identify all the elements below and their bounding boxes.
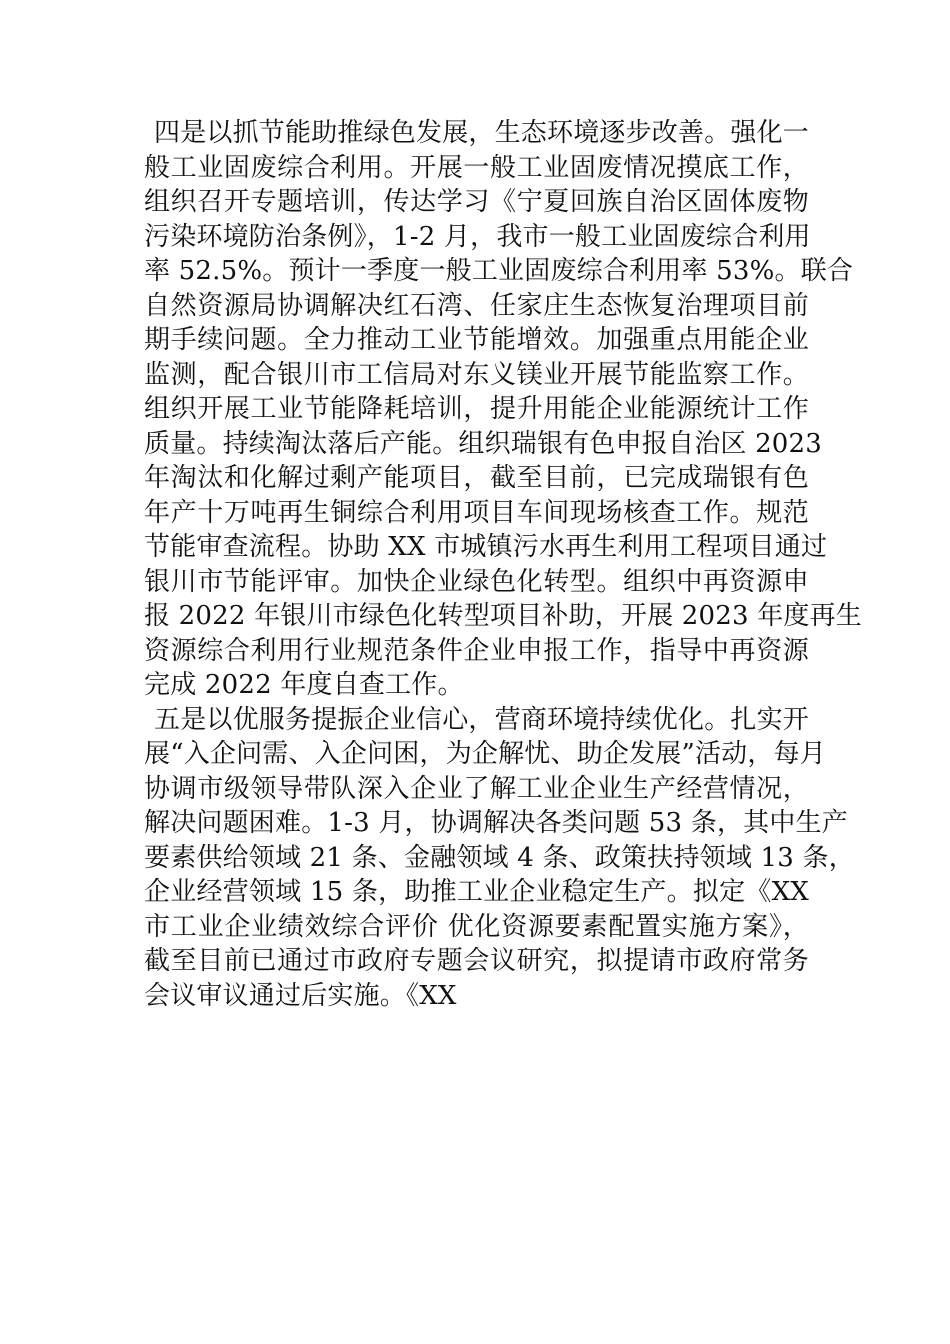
- text-line: 四是以抓节能助推绿色发展，生态环境逐步改善。强化一: [154, 118, 810, 148]
- paragraph-4: [144, 116, 862, 703]
- text-line: 般工业固废综合利用。开展一般工业固废情况摸底工作，: [144, 152, 809, 183]
- text-line: 展“入企问需、入企问困，为企解忧、助企发展”活动，每月: [144, 739, 826, 769]
- text-line: 完成 2022 年度自查工作。: [144, 670, 464, 700]
- text-line: 截至目前已通过市政府专题会议研究，拟提请市政府常务: [144, 946, 809, 976]
- text-line: 率 52.5%。预计一季度一般工业固废综合利用率 53%。联合: [144, 256, 854, 286]
- text-line: 年淘汰和化解过剩产能项目，截至目前，已完成瑞银有色: [144, 463, 809, 493]
- text-line: 资源综合利用行业规范条件企业申报工作，指导中再资源: [144, 635, 809, 666]
- document-body: [144, 116, 862, 1013]
- text-line: 解决问题困难。1-3 月，协调解决各类问题 53 条，其中生产: [144, 808, 848, 838]
- text-line: 企业经营领域 15 条，助推工业企业稳定生产。拟定《XX: [144, 877, 809, 907]
- text-line: 自然资源局协调解决红石湾、任家庄生态恢复治理项目前: [144, 290, 809, 321]
- text-line: 组织开展工业节能降耗培训，提升用能企业能源统计工作: [144, 394, 809, 424]
- text-line: 监测，配合银川市工信局对东义镁业开展节能监察工作。: [144, 359, 809, 390]
- text-line: 节能审查流程。协助 XX 市城镇污水再生利用工程项目通过: [144, 532, 828, 562]
- text-line: 期手续问题。全力推动工业节能增效。加强重点用能企业: [144, 325, 809, 355]
- text-line: 报 2022 年银川市绿色化转型项目补助，开展 2023 年度再生: [144, 601, 862, 631]
- text-line: 年产十万吨再生铜综合利用项目车间现场核查工作。规范: [144, 497, 809, 528]
- paragraph-5: [144, 703, 855, 1014]
- text-line: 会议审议通过后实施。《XX: [144, 980, 457, 1011]
- text-line: 银川市节能评审。加快企业绿色化转型。组织中再资源申: [144, 566, 809, 597]
- text-line: 污染环境防治条例》，1-2 月，我市一般工业固废综合利用: [144, 221, 811, 252]
- text-line: 协调市级领导带队深入企业了解工业企业生产经营情况，: [144, 773, 809, 804]
- text-line: 要素供给领域 21 条、金融领域 4 条、政策扶持领域 13 条，: [144, 842, 855, 873]
- text-line: 五是以优服务提振企业信心，营商环境持续优化。扎实开: [154, 704, 810, 735]
- text-line: 质量。持续淘汰落后产能。组织瑞银有色申报自治区 2023: [144, 428, 823, 459]
- text-line: 市工业企业绩效综合评价 优化资源要素配置实施方案》，: [144, 911, 809, 942]
- text-line: 组织召开专题培训，传达学习《宁夏回族自治区固体废物: [144, 187, 809, 217]
